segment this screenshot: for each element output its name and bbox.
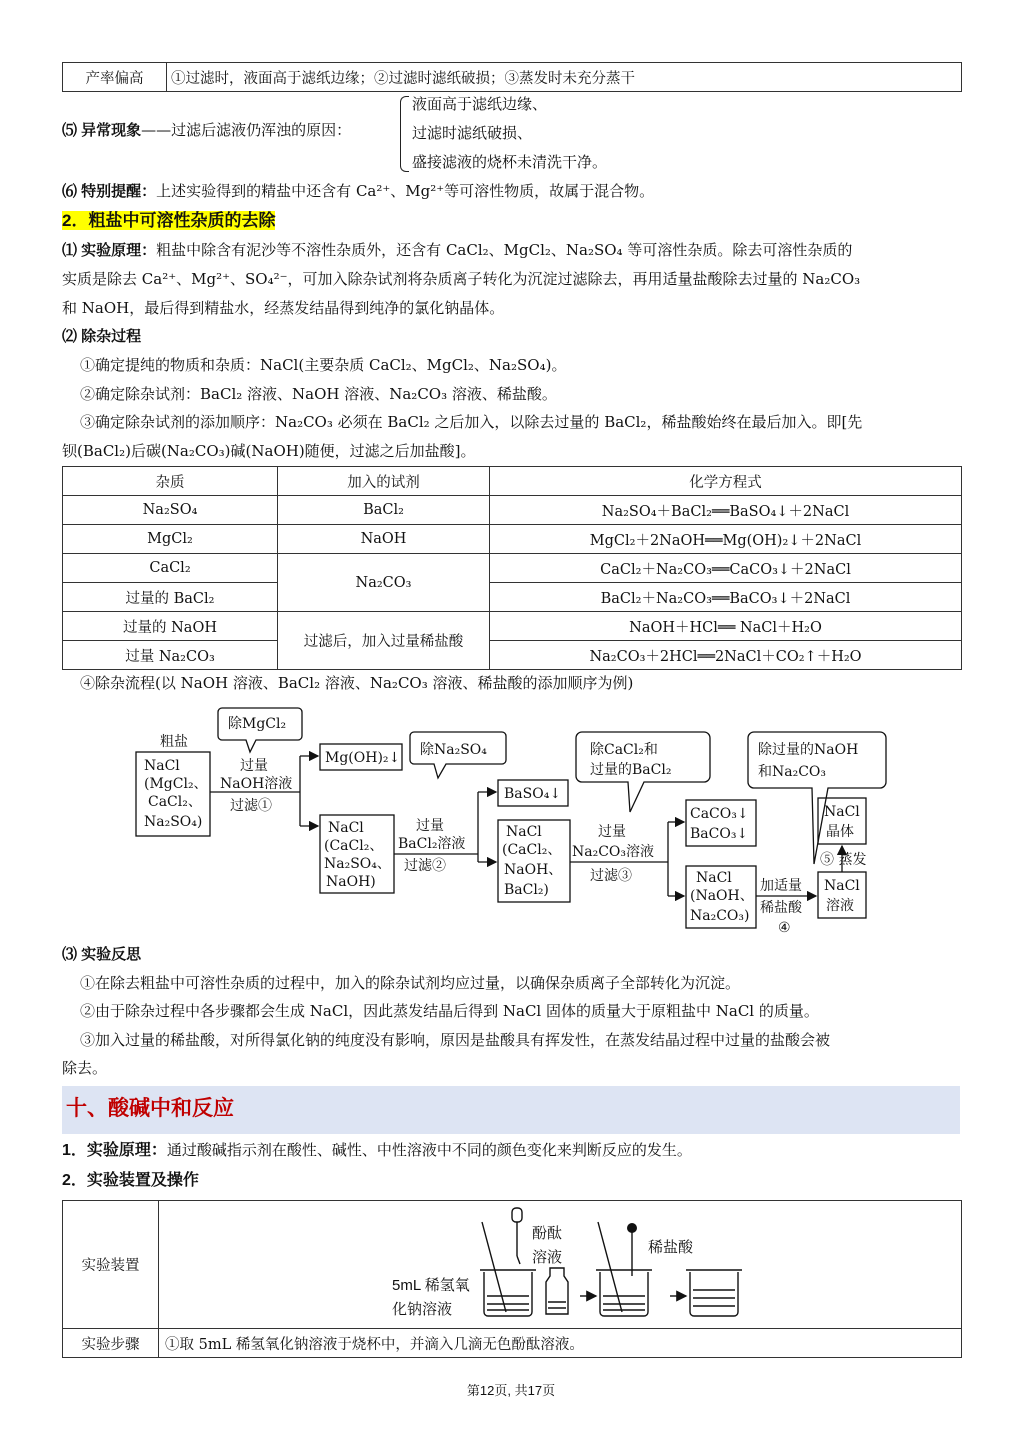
flow-step2: 过量 bbox=[416, 818, 444, 834]
flow-step1: NaOH溶液 bbox=[220, 776, 293, 792]
flow-box3: NaCl bbox=[506, 824, 542, 840]
process-s3b: 钡(BaCl₂)后碳(Na₂CO₃)碱(NaOH)随便，过滤之后加盐酸]。 bbox=[62, 442, 476, 460]
col-header: 加入的试剂 bbox=[278, 467, 490, 496]
section10-title: 十、酸碱中和反应 bbox=[66, 1097, 234, 1120]
flow-crude-line: Na₂SO₄) bbox=[144, 814, 203, 830]
process-s2: ②确定除杂试剂：BaCl₂ 溶液、NaOH 溶液、Na₂CO₃ 溶液、稀盐酸。 bbox=[80, 385, 557, 403]
process-s1: ①确定提纯的物质和杂质：NaCl(主要杂质 CaCl₂、MgCl₂、Na₂SO₄)。 bbox=[80, 356, 567, 374]
flow-box2: (CaCl₂、 bbox=[324, 838, 384, 854]
section2-title: 2．粗盐中可溶性杂质的去除 bbox=[62, 211, 276, 230]
principle-text3: 和 NaOH，最后得到精盐水，经蒸发结晶得到纯净的氯化钠晶体。 bbox=[62, 299, 505, 317]
process-s3a: ③确定除杂试剂的添加顺序：Na₂CO₃ 必须在 BaCl₂ 之后加入，以除去过量的 BaCl₂，稀盐酸始终在最后加入。即[先 bbox=[80, 413, 863, 431]
impurity-cell: 过量 Na₂CO₃ bbox=[63, 641, 278, 670]
flow-box4: (NaOH、 bbox=[690, 888, 754, 904]
col-header: 杂质 bbox=[63, 467, 278, 496]
neutral-p2-title: 2．实验装置及操作 bbox=[62, 1172, 199, 1189]
impurity-cell: CaCl₂ bbox=[63, 554, 278, 583]
impurity-cell: Na₂SO₄ bbox=[63, 496, 278, 525]
flow-step3: Na₂CO₃溶液 bbox=[572, 844, 655, 860]
equation-cell: CaCl₂＋Na₂CO₃══CaCO₃↓＋2NaCl bbox=[490, 554, 962, 583]
flow-step3: 过量 bbox=[598, 824, 626, 840]
abnormal-title: ⑸ 异常现象 bbox=[62, 122, 142, 139]
steps-label: 实验步骤 bbox=[63, 1329, 159, 1358]
flow-ppt1: Mg(OH)₂↓ bbox=[325, 750, 401, 766]
equation-cell: BaCl₂＋Na₂CO₃══BaCO₃↓＋2NaCl bbox=[490, 583, 962, 612]
reagent-cell: Na₂CO₃ bbox=[278, 554, 490, 612]
reflection-title-text: ⑶ 实验反思 bbox=[62, 946, 142, 963]
yield-high-content: ①过滤时，液面高于滤纸边缘；②过滤时滤纸破损；③蒸发时未充分蒸干 bbox=[167, 63, 962, 92]
flow-box2: NaOH) bbox=[326, 874, 376, 890]
flow-box2: NaCl bbox=[328, 820, 364, 836]
flow-step1: 过滤① bbox=[230, 798, 272, 814]
abnormal-text: ——过滤后滤液仍浑浊的原因： bbox=[141, 121, 352, 139]
flow-box6: 晶体 bbox=[826, 824, 854, 840]
flow-step2: 过滤② bbox=[404, 858, 446, 874]
reflection-r1: ①在除去粗盐中可溶性杂质的过程中，加入的除杂试剂均应过量，以确保杂质离子全部转化为沉淀。 bbox=[80, 974, 741, 992]
flow-step3: 过滤③ bbox=[590, 868, 632, 884]
reason-1: 液面高于滤纸边缘、 bbox=[412, 95, 548, 113]
flow-crude-line: CaCl₂、 bbox=[148, 794, 202, 810]
flow-crude-line: NaCl bbox=[144, 758, 180, 774]
flow-bubble3: 除CaCl₂和 bbox=[590, 742, 658, 758]
img-hcl: 稀盐酸 bbox=[648, 1238, 694, 1256]
flow-step1: 过量 bbox=[240, 758, 268, 774]
flow-bubble4: 除过量的NaOH bbox=[758, 742, 859, 758]
yield-high-label: 产率偏高 bbox=[63, 63, 167, 92]
reason-3: 盛接滤液的烧杯未清洗干净。 bbox=[412, 153, 608, 171]
reminder-title: ⑹ 特别提醒： bbox=[62, 183, 157, 200]
flow-box3: BaCl₂) bbox=[504, 882, 549, 898]
equation-cell: Na₂SO₄＋BaCl₂══BaSO₄↓＋2NaCl bbox=[490, 496, 962, 525]
flow-bubble1: 除MgCl₂ bbox=[228, 716, 287, 732]
steps-text: ①取 5mL 稀氢氧化钠溶液于烧杯中，并滴入几滴无色酚酞溶液。 bbox=[159, 1329, 962, 1358]
impurity-cell: 过量的 NaOH bbox=[63, 612, 278, 641]
reagent-cell: BaCl₂ bbox=[278, 496, 490, 525]
flow-box6: NaCl bbox=[824, 804, 860, 820]
flow-step4: 稀盐酸 bbox=[760, 900, 802, 916]
reagent-cell: 过滤后，加入过量稀盐酸 bbox=[278, 612, 490, 670]
img-naoh: 化钠溶液 bbox=[392, 1300, 453, 1318]
neutral-p1-text: 通过酸碱指示剂在酸性、碱性、中性溶液中不同的颜色变化来判断反应的发生。 bbox=[166, 1141, 692, 1159]
flow-step4: 加适量 bbox=[760, 878, 802, 894]
flow-box4: Na₂CO₃) bbox=[690, 908, 750, 924]
reflection-r3b: 除去。 bbox=[62, 1059, 108, 1077]
img-naoh: 5mL 稀氢氧 bbox=[392, 1277, 470, 1294]
flow-box2: Na₂SO₄、 bbox=[324, 856, 391, 872]
neutral-p1-title: 1．实验原理： bbox=[62, 1142, 167, 1159]
principle-title: ⑴ 实验原理： bbox=[62, 242, 157, 259]
flow-box3: (CaCl₂、 bbox=[502, 842, 562, 858]
flow-bubble2: 除Na₂SO₄ bbox=[420, 742, 487, 758]
impurity-cell: MgCl₂ bbox=[63, 525, 278, 554]
process-title-text: ⑵ 除杂过程 bbox=[62, 328, 142, 345]
flow-box4: NaCl bbox=[696, 870, 732, 886]
reminder-text: 上述实验得到的精盐中还含有 Ca²⁺、Mg²⁺等可溶性物质，故属于混合物。 bbox=[156, 182, 655, 200]
reflection-r3a: ③加入过量的稀盐酸，对所得氯化钠的纯度没有影响，原因是盐酸具有挥发性，在蒸发结晶过程中过量的盐酸会被 bbox=[80, 1031, 831, 1049]
flow-ppt3: CaCO₃↓ bbox=[690, 806, 749, 822]
reflection-r2: ②由于除杂过程中各步骤都会生成 NaCl，因此蒸发结晶后得到 NaCl 固体的质量大于原粗盐中 NaCl 的质量。 bbox=[80, 1002, 819, 1020]
flow-box3: NaOH、 bbox=[504, 862, 563, 878]
img-phenolphthalein: 酚酞 bbox=[532, 1224, 563, 1242]
equation-cell: MgCl₂＋2NaOH══Mg(OH)₂↓＋2NaCl bbox=[490, 525, 962, 554]
img-phenolphthalein: 溶液 bbox=[532, 1248, 563, 1266]
flow-ppt2: BaSO₄↓ bbox=[504, 786, 562, 802]
equation-cell: Na₂CO₃＋2HCl══2NaCl＋CO₂↑＋H₂O bbox=[490, 641, 962, 670]
flow-step4: ④ bbox=[778, 920, 791, 936]
apparatus-label: 实验装置 bbox=[63, 1201, 159, 1329]
flow-crude-title: 粗盐 bbox=[160, 734, 188, 750]
col-header: 化学方程式 bbox=[490, 467, 962, 496]
flow-bubble3: 过量的BaCl₂ bbox=[590, 762, 672, 778]
principle-text1: 粗盐中除含有泥沙等不溶性杂质外，还含有 CaCl₂、MgCl₂、Na₂SO₄ 等可溶性杂质。除去可溶性杂质的 bbox=[156, 241, 853, 259]
flow-step5: ⑤ 蒸发 bbox=[820, 852, 867, 868]
flow-step2: BaCl₂溶液 bbox=[398, 836, 466, 852]
page-footer: 第12页, 共17页 bbox=[466, 1383, 556, 1398]
flow-ppt3: BaCO₃↓ bbox=[690, 826, 749, 842]
flow-bubble4: 和Na₂CO₃ bbox=[758, 764, 827, 780]
process-s4: ④除杂流程(以 NaOH 溶液、BaCl₂ 溶液、Na₂CO₃ 溶液、稀盐酸的添加顺序为例) bbox=[80, 674, 634, 692]
impurity-cell: 过量的 BaCl₂ bbox=[63, 583, 278, 612]
flow-box5: 溶液 bbox=[826, 898, 854, 914]
principle-text2: 实质是除去 Ca²⁺、Mg²⁺、SO₄²⁻，可加入除杂试剂将杂质离子转化为沉淀过滤除去，再用适量盐酸除去过量的 Na₂CO₃ bbox=[62, 270, 861, 288]
equation-cell: NaOH＋HCl══ NaCl＋H₂O bbox=[490, 612, 962, 641]
flow-crude-line: (MgCl₂、 bbox=[144, 776, 208, 792]
reagent-cell: NaOH bbox=[278, 525, 490, 554]
reason-2: 过滤时滤纸破损、 bbox=[412, 124, 533, 142]
flow-box5: NaCl bbox=[824, 878, 860, 894]
